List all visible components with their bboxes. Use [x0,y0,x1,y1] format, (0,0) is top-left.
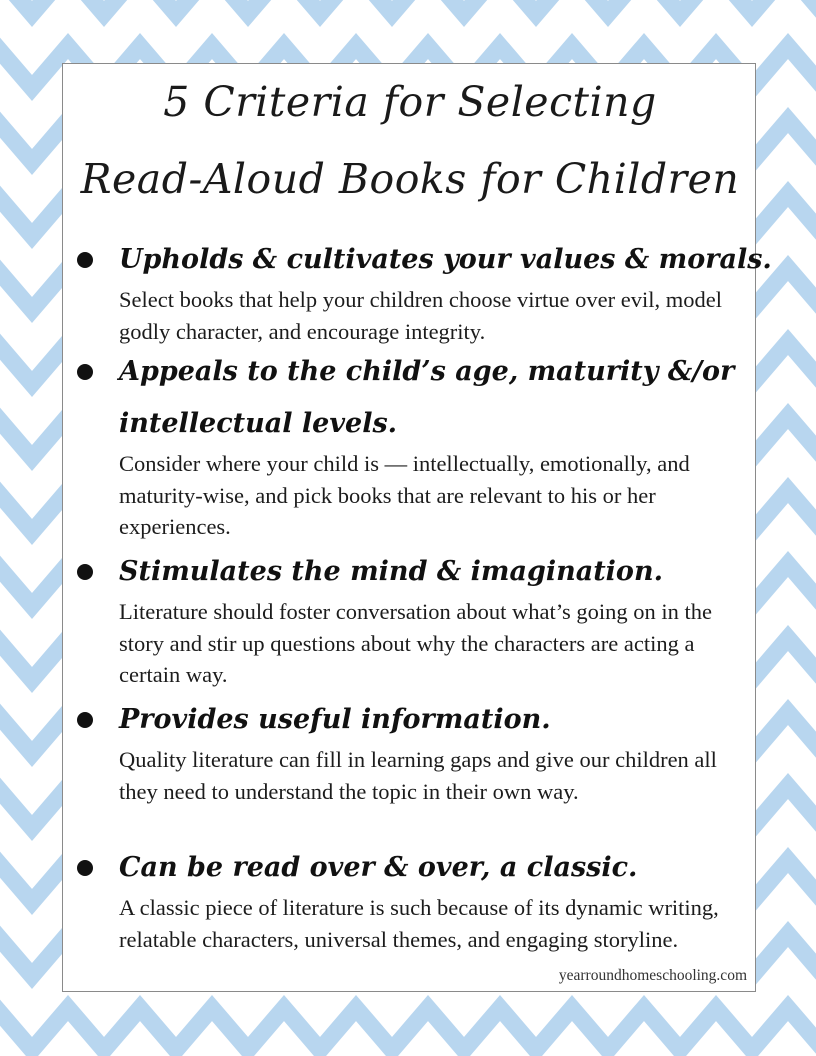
criterion-heading-line-2: intellectual levels. [119,408,398,439]
chevron-stripe [0,1008,816,1050]
criterion-heading-line-1: Appeals to the child’s age, maturity &/or [119,356,735,387]
content-card [62,63,772,992]
page-title-line-2: Read-Aloud Books for Children [80,155,740,203]
bullet-icon [77,252,93,268]
bullet-icon [77,712,93,728]
criterion-heading: Upholds & cultivates your values & morals. [119,244,772,275]
criterion-description: Literature should foster conversation about what’s going on in the story and stir up questions about why the characters are acting a certain way. [119,599,712,687]
bullet-icon [77,564,93,580]
criterion-description: Quality literature can fill in learning gaps and give our children all they need to understand the topic in their own way. [119,747,717,804]
page-title-line-1: 5 Criteria for Selecting [163,78,657,126]
website-credit: yearroundhomeschooling.com [558,967,747,984]
bullet-icon [77,860,93,876]
criterion-heading: Can be read over & over, a classic. [119,852,638,883]
chevron-stripe [0,0,816,14]
criterion-description: Select books that help your children choose virtue over evil, model godly character, and encourage integrity. [119,287,722,344]
criterion-description: A classic piece of literature is such because of its dynamic writing, relatable characters, universal themes, and engaging storyline. [119,895,719,952]
criterion-heading: Provides useful information. [119,704,551,735]
criterion-heading: Stimulates the mind & imagination. [119,556,663,587]
criterion-description: Consider where your child is — intellectually, emotionally, and maturity-wise, and pick books that are relevant to his or her experiences. [119,451,690,539]
bullet-icon [77,364,93,380]
